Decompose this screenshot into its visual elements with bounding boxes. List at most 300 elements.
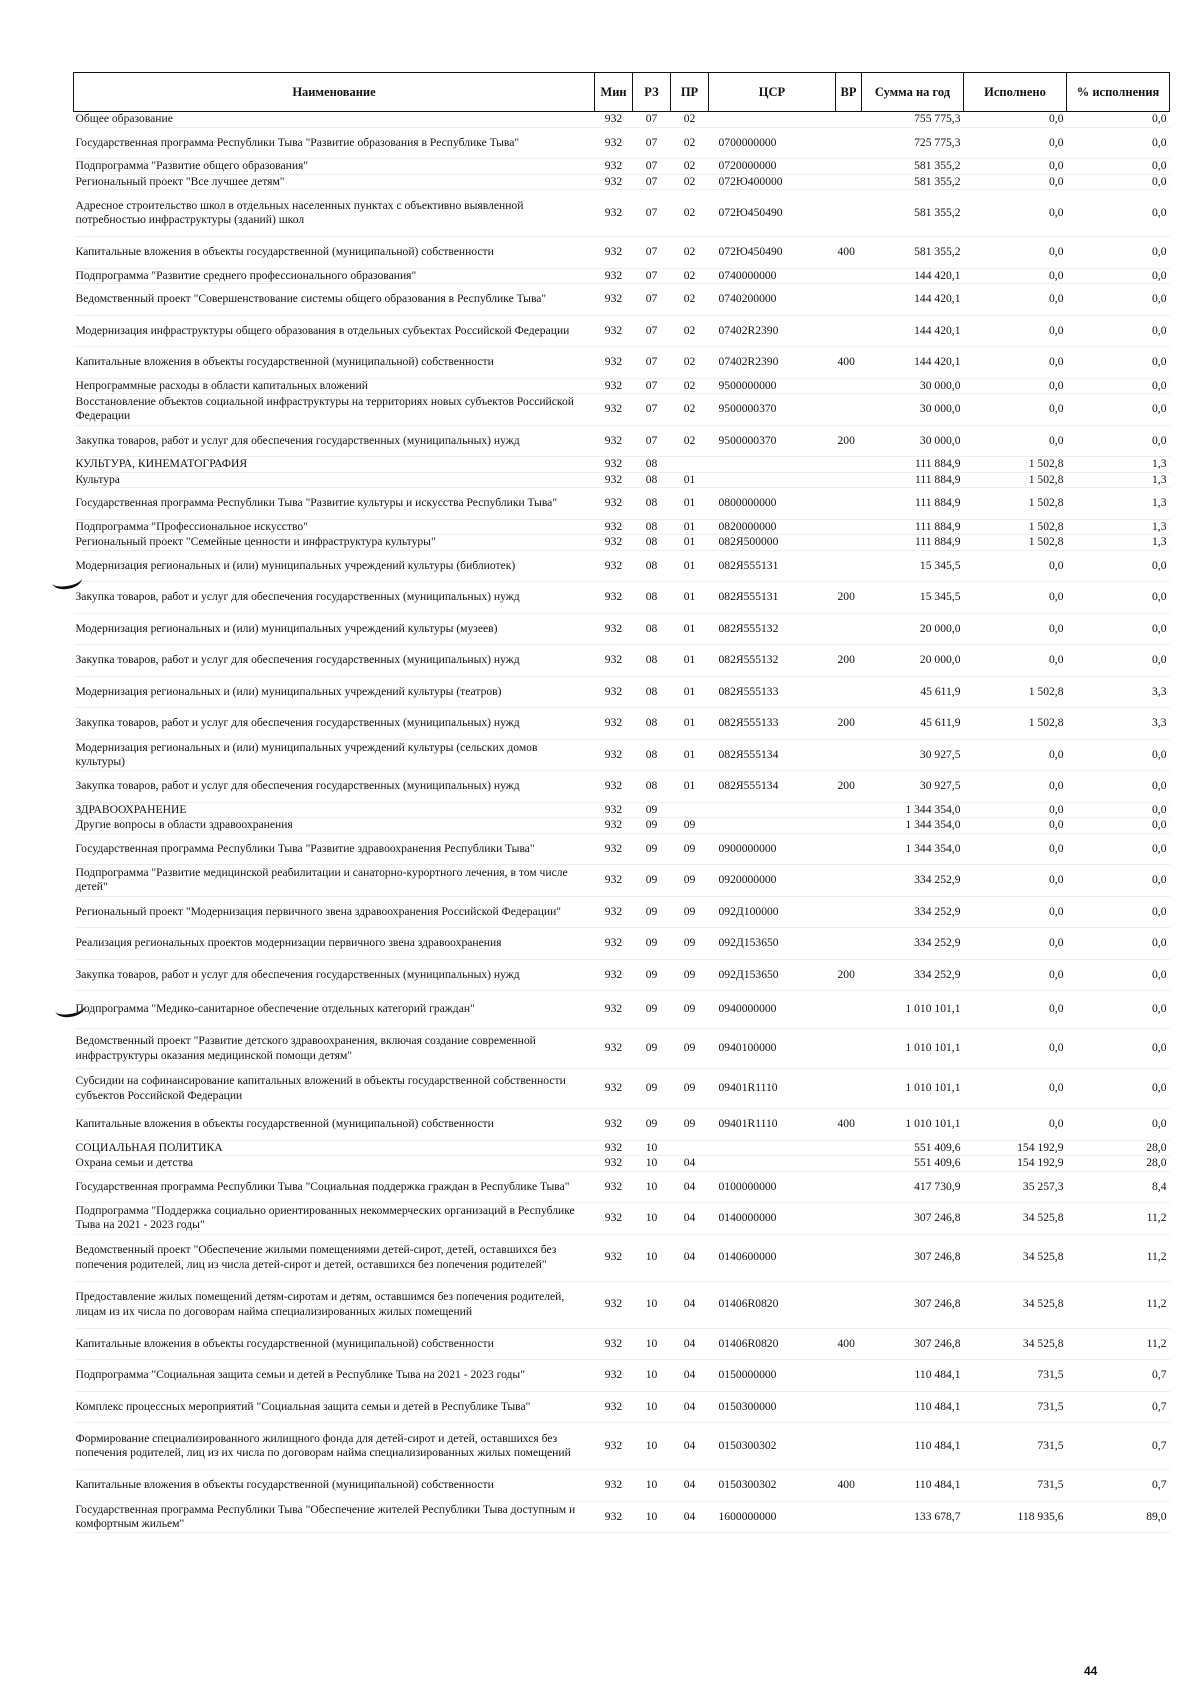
row-subsection: 02 [683, 323, 696, 337]
row-target-article: 01406R0820 [718, 1336, 779, 1350]
table-row [74, 488, 1170, 520]
row-executed: 0,0 [1049, 802, 1064, 816]
row-annual-sum: 144 420,1 [914, 323, 961, 337]
row-target-article: 0150300302 [718, 1438, 777, 1452]
row-ministry: 932 [604, 112, 623, 126]
row-ministry: 932 [604, 1509, 623, 1523]
row-subsection: 01 [683, 716, 696, 730]
row-ministry: 932 [604, 936, 623, 950]
row-ministry: 932 [604, 716, 623, 730]
row-subsection: 01 [683, 621, 696, 635]
row-annual-sum: 45 611,9 [920, 684, 961, 698]
header-target-article: ЦСР [709, 73, 836, 112]
row-section: 09 [645, 818, 658, 832]
row-execution-percent: 0,0 [1152, 558, 1167, 572]
row-expense-type [836, 112, 862, 128]
row-expense-type [836, 159, 862, 175]
row-expense-type [836, 1029, 862, 1069]
row-target-article: 0150300302 [718, 1478, 777, 1492]
row-target-article: 0700000000 [718, 135, 777, 149]
table-row [74, 833, 1170, 865]
row-subsection: 01 [683, 472, 696, 486]
row-executed: 1 502,8 [1028, 535, 1064, 549]
row-name: Адресное строительство школ в отдельных населенных пунктах с объективно выявленной потребностью инфраструктуры (зданий) школ [75, 198, 524, 226]
row-subsection: 01 [683, 496, 696, 510]
row-section: 09 [645, 904, 658, 918]
row-name: Общее образование [75, 112, 173, 126]
row-expense-type [836, 190, 862, 237]
row-execution-percent: 1,3 [1152, 519, 1167, 533]
row-annual-sum: 581 355,2 [914, 245, 961, 259]
row-section: 09 [645, 1002, 658, 1016]
row-execution-percent: 11,2 [1146, 1297, 1167, 1311]
row-execution-percent: 0,0 [1152, 268, 1167, 282]
row-annual-sum: 144 420,1 [914, 355, 961, 369]
row-expense-type [836, 457, 862, 473]
row-executed: 1 502,8 [1028, 519, 1064, 533]
row-executed: 0,0 [1049, 590, 1064, 604]
row-section: 10 [645, 1478, 658, 1492]
row-section: 10 [645, 1156, 658, 1170]
row-section: 10 [645, 1399, 658, 1413]
row-target-article: 082Я555133 [718, 684, 779, 698]
row-subsection: 04 [683, 1478, 696, 1492]
row-section: 10 [645, 1509, 658, 1523]
row-expense-type [836, 378, 862, 394]
row-expense-type [836, 1156, 862, 1172]
row-executed: 154 192,9 [1017, 1140, 1064, 1154]
row-name: Культура [75, 472, 120, 486]
row-ministry: 932 [604, 205, 623, 219]
row-ministry: 932 [604, 245, 623, 259]
row-annual-sum: 725 775,3 [914, 135, 961, 149]
row-section: 08 [645, 621, 658, 635]
row-executed: 0,0 [1049, 1002, 1064, 1016]
row-expense-type: 200 [837, 653, 855, 667]
row-name: Капитальные вложения в объекты государственной (муниципальной) собственности [75, 355, 494, 369]
row-subsection: 01 [683, 684, 696, 698]
row-target-article: 082Я500000 [718, 535, 779, 549]
row-execution-percent: 0,0 [1152, 621, 1167, 635]
row-expense-type [836, 613, 862, 645]
row-annual-sum: 111 884,9 [914, 472, 961, 486]
row-ministry: 932 [604, 802, 623, 816]
row-ministry: 932 [604, 472, 623, 486]
row-name: Подпрограмма "Развитие среднего профессионального образования" [75, 268, 417, 282]
row-name: Закупка товаров, работ и услуг для обеспечения государственных (муниципальных) нужд [75, 716, 520, 730]
row-expense-type [836, 1234, 862, 1281]
row-name: ЗДРАВООХРАНЕНИЕ [75, 802, 187, 816]
row-target-article: 0720000000 [718, 159, 777, 173]
row-section: 07 [645, 205, 658, 219]
row-name: Закупка товаров, работ и услуг для обеспечения государственных (муниципальных) нужд [75, 779, 520, 793]
row-annual-sum: 20 000,0 [919, 621, 961, 635]
row-executed: 0,0 [1049, 205, 1064, 219]
table-row [74, 1234, 1170, 1281]
row-executed: 0,0 [1049, 1117, 1064, 1131]
row-section: 10 [645, 1297, 658, 1311]
row-subsection: 01 [683, 535, 696, 549]
row-execution-percent: 0,0 [1152, 967, 1167, 981]
row-ministry: 932 [604, 1140, 623, 1154]
row-executed: 0,0 [1049, 323, 1064, 337]
row-name: Государственная программа Республики Тыва "Развитие культуры и искусства Республики Тыва" [75, 496, 558, 510]
header-subsection: ПР [671, 73, 709, 112]
row-subsection [671, 802, 709, 818]
row-name: Региональный проект "Семейные ценности и инфраструктура культуры" [75, 535, 436, 549]
row-target-article: 01406R0820 [718, 1297, 779, 1311]
row-expense-type [836, 991, 862, 1029]
row-execution-percent: 3,3 [1152, 716, 1167, 730]
row-ministry: 932 [604, 135, 623, 149]
row-annual-sum: 110 484,1 [914, 1399, 961, 1413]
row-section: 08 [645, 519, 658, 533]
row-section: 07 [645, 323, 658, 337]
row-section: 09 [645, 1081, 658, 1095]
row-expense-type [836, 676, 862, 708]
row-execution-percent: 8,4 [1152, 1179, 1167, 1193]
row-executed: 1 502,8 [1028, 684, 1064, 698]
row-target-article: 07402R2390 [718, 323, 779, 337]
row-executed: 0,0 [1049, 159, 1064, 173]
row-executed: 1 502,8 [1028, 472, 1064, 486]
row-target-article: 0940100000 [718, 1041, 777, 1055]
row-ministry: 932 [604, 904, 623, 918]
row-name: Модернизация региональных и (или) муниципальных учреждений культуры (библиотек) [75, 558, 516, 572]
row-expense-type [836, 1360, 862, 1392]
row-section: 09 [645, 936, 658, 950]
row-execution-percent: 0,0 [1152, 779, 1167, 793]
row-section: 08 [645, 535, 658, 549]
row-ministry: 932 [604, 841, 623, 855]
table-row [74, 865, 1170, 897]
row-execution-percent: 0,0 [1152, 747, 1167, 761]
row-subsection: 09 [683, 873, 696, 887]
row-executed: 0,0 [1049, 433, 1064, 447]
row-section: 07 [645, 355, 658, 369]
row-executed: 0,0 [1049, 904, 1064, 918]
row-name: Подпрограмма "Поддержка социально ориентированных некоммерческих организаций в Республике Тыва на 2021 - 2023 годы" [75, 1204, 575, 1232]
row-ministry: 932 [604, 590, 623, 604]
table-row [74, 896, 1170, 928]
row-executed: 0,0 [1049, 818, 1064, 832]
row-target-article: 092Д100000 [718, 904, 779, 918]
row-execution-percent: 0,7 [1152, 1438, 1167, 1452]
row-subsection: 04 [683, 1368, 696, 1382]
row-ministry: 932 [604, 1250, 623, 1264]
row-subsection: 01 [683, 653, 696, 667]
row-subsection: 04 [683, 1156, 696, 1170]
row-annual-sum: 334 252,9 [914, 936, 961, 950]
row-annual-sum: 1 010 101,1 [905, 1117, 961, 1131]
header-ministry: Мин [595, 73, 633, 112]
row-section: 08 [645, 590, 658, 604]
row-expense-type [836, 1140, 862, 1156]
row-execution-percent: 0,0 [1152, 653, 1167, 667]
table-row [74, 284, 1170, 316]
row-ministry: 932 [604, 1179, 623, 1193]
row-ministry: 932 [604, 653, 623, 667]
row-ministry: 932 [604, 355, 623, 369]
table-row [74, 174, 1170, 190]
row-target-article: 0150000000 [718, 1368, 777, 1382]
table-row [74, 1501, 1170, 1533]
table-row [74, 127, 1170, 159]
row-expense-type: 200 [837, 590, 855, 604]
row-execution-percent: 0,7 [1152, 1368, 1167, 1382]
table-row [74, 1281, 1170, 1328]
row-ministry: 932 [604, 818, 623, 832]
row-target-article: 082Я555134 [718, 779, 779, 793]
row-section: 10 [645, 1368, 658, 1382]
table-row [74, 1171, 1170, 1203]
row-annual-sum: 307 246,8 [914, 1297, 961, 1311]
header-section: РЗ [633, 73, 671, 112]
row-target-article: 082Я555134 [718, 747, 779, 761]
row-executed: 0,0 [1049, 967, 1064, 981]
table-row [74, 535, 1170, 551]
row-execution-percent: 1,3 [1152, 472, 1167, 486]
row-name: Модернизация инфраструктуры общего образования в отдельных субъектах Российской Федерации [75, 323, 570, 337]
row-ministry: 932 [604, 1297, 623, 1311]
row-name: Субсидии на софинансирование капитальных вложений в объекты государственной собственности субъектов Российской Федерации [75, 1074, 566, 1102]
row-section: 07 [645, 135, 658, 149]
row-executed: 731,5 [1037, 1399, 1064, 1413]
row-name: Закупка товаров, работ и услуг для обеспечения государственных (муниципальных) нужд [75, 433, 520, 447]
row-name: Модернизация региональных и (или) муниципальных учреждений культуры (сельских домов культуры) [75, 740, 538, 768]
row-subsection: 02 [683, 245, 696, 259]
row-annual-sum: 111 884,9 [914, 457, 961, 471]
row-expense-type: 200 [837, 967, 855, 981]
row-expense-type [836, 1281, 862, 1328]
row-subsection: 02 [683, 205, 696, 219]
row-section: 07 [645, 174, 658, 188]
row-annual-sum: 111 884,9 [914, 535, 961, 549]
row-section: 10 [645, 1140, 658, 1154]
table-row [74, 1029, 1170, 1069]
row-annual-sum: 110 484,1 [914, 1478, 961, 1492]
row-execution-percent: 0,0 [1152, 355, 1167, 369]
row-execution-percent: 1,3 [1152, 457, 1167, 471]
row-annual-sum: 30 927,5 [919, 779, 961, 793]
row-execution-percent: 0,0 [1152, 112, 1167, 126]
row-expense-type [836, 268, 862, 284]
row-execution-percent: 28,0 [1146, 1140, 1167, 1154]
row-expense-type [836, 127, 862, 159]
row-executed: 0,0 [1049, 135, 1064, 149]
row-target-article: 082Я555131 [718, 590, 779, 604]
row-name: Подпрограмма "Развитие общего образования" [75, 159, 309, 173]
row-subsection: 09 [683, 936, 696, 950]
row-name: Государственная программа Республики Тыва "Развитие здравоохранения Республики Тыва" [75, 841, 535, 855]
row-name: Модернизация региональных и (или) муниципальных учреждений культуры (музеев) [75, 621, 498, 635]
row-executed: 0,0 [1049, 355, 1064, 369]
row-annual-sum: 30 927,5 [919, 747, 961, 761]
row-target-article [709, 818, 836, 834]
row-subsection: 01 [683, 779, 696, 793]
row-target-article: 0100000000 [718, 1179, 777, 1193]
row-ministry: 932 [604, 1211, 623, 1225]
row-expense-type [836, 1501, 862, 1533]
row-target-article: 9500000000 [718, 378, 777, 392]
row-target-article: 9500000370 [718, 433, 777, 447]
row-subsection: 02 [683, 292, 696, 306]
row-ministry: 932 [604, 1156, 623, 1170]
row-executed: 34 525,8 [1022, 1336, 1064, 1350]
row-ministry: 932 [604, 457, 623, 471]
row-execution-percent: 0,7 [1152, 1478, 1167, 1492]
row-ministry: 932 [604, 519, 623, 533]
row-annual-sum: 334 252,9 [914, 967, 961, 981]
row-subsection: 02 [683, 355, 696, 369]
row-execution-percent: 11,2 [1146, 1250, 1167, 1264]
row-name: Региональный проект "Все лучшее детям" [75, 174, 285, 188]
row-annual-sum: 30 000,0 [919, 378, 961, 392]
header-name: Наименование [74, 73, 595, 112]
row-expense-type [836, 1069, 862, 1109]
row-target-article: 0140600000 [718, 1250, 777, 1264]
row-ministry: 932 [604, 1399, 623, 1413]
row-executed: 731,5 [1037, 1438, 1064, 1452]
row-target-article: 0740200000 [718, 292, 777, 306]
row-section: 07 [645, 402, 658, 416]
row-subsection: 01 [683, 747, 696, 761]
row-executed: 34 525,8 [1022, 1297, 1064, 1311]
row-subsection: 01 [683, 590, 696, 604]
row-ministry: 932 [604, 433, 623, 447]
row-expense-type: 400 [837, 245, 855, 259]
row-annual-sum: 30 000,0 [919, 402, 961, 416]
row-target-article [709, 1156, 836, 1172]
table-row [74, 582, 1170, 614]
budget-table [73, 72, 1170, 1533]
row-executed: 0,0 [1049, 378, 1064, 392]
row-executed: 1 502,8 [1028, 716, 1064, 730]
row-expense-type [836, 865, 862, 897]
row-execution-percent: 0,0 [1152, 841, 1167, 855]
table-header-row [74, 73, 1170, 112]
row-subsection: 09 [683, 1081, 696, 1095]
row-target-article: 092Д153650 [718, 936, 779, 950]
row-expense-type [836, 535, 862, 551]
row-subsection: 04 [683, 1399, 696, 1413]
row-annual-sum: 307 246,8 [914, 1250, 961, 1264]
row-target-article: 082Я555131 [718, 558, 779, 572]
table-row [74, 708, 1170, 740]
row-subsection: 04 [683, 1438, 696, 1452]
row-name: Реализация региональных проектов модернизации первичного звена здравоохранения [75, 936, 502, 950]
row-expense-type [836, 1203, 862, 1235]
table-row [74, 519, 1170, 535]
row-name: СОЦИАЛЬНАЯ ПОЛИТИКА [75, 1140, 223, 1154]
row-target-article: 082Я555132 [718, 621, 779, 635]
row-ministry: 932 [604, 1336, 623, 1350]
row-target-article: 072Ю450490 [718, 205, 783, 219]
row-ministry: 932 [604, 535, 623, 549]
table-row [74, 613, 1170, 645]
row-annual-sum: 307 246,8 [914, 1336, 961, 1350]
row-execution-percent: 89,0 [1146, 1509, 1167, 1523]
row-ministry: 932 [604, 402, 623, 416]
row-executed: 0,0 [1049, 747, 1064, 761]
page-number: 44 [1084, 1664, 1098, 1678]
row-target-article [709, 457, 836, 473]
row-section: 09 [645, 967, 658, 981]
row-execution-percent: 0,7 [1152, 1399, 1167, 1413]
row-expense-type: 200 [837, 779, 855, 793]
header-executed: Исполнено [964, 73, 1067, 112]
row-expense-type [836, 550, 862, 582]
row-ministry: 932 [604, 558, 623, 572]
row-execution-percent: 0,0 [1152, 1117, 1167, 1131]
table-row [74, 676, 1170, 708]
table-body [74, 112, 1170, 1533]
row-executed: 0,0 [1049, 621, 1064, 635]
row-annual-sum: 110 484,1 [914, 1438, 961, 1452]
row-target-article: 0740000000 [718, 268, 777, 282]
table-row [74, 378, 1170, 394]
table-row [74, 425, 1170, 457]
row-target-article: 1600000000 [718, 1509, 777, 1523]
row-ministry: 932 [604, 378, 623, 392]
row-name: Подпрограмма "Профессиональное искусство" [75, 519, 308, 533]
row-executed: 0,0 [1049, 402, 1064, 416]
row-expense-type [836, 818, 862, 834]
row-annual-sum: 30 000,0 [919, 433, 961, 447]
row-name: Модернизация региональных и (или) муниципальных учреждений культуры (театров) [75, 684, 502, 698]
row-executed: 0,0 [1049, 653, 1064, 667]
row-subsection [671, 1140, 709, 1156]
row-annual-sum: 15 345,5 [919, 558, 961, 572]
row-target-article [709, 802, 836, 818]
row-annual-sum: 111 884,9 [914, 519, 961, 533]
row-ministry: 932 [604, 159, 623, 173]
row-executed: 0,0 [1049, 245, 1064, 259]
row-name: Государственная программа Республики Тыва "Обеспечение жителей Республики Тыва доступным и комфортным жильем" [75, 1502, 576, 1530]
row-annual-sum: 1 010 101,1 [905, 1002, 961, 1016]
row-target-article: 0800000000 [718, 496, 777, 510]
table-row [74, 1069, 1170, 1109]
row-annual-sum: 1 344 354,0 [905, 802, 961, 816]
row-execution-percent: 0,0 [1152, 904, 1167, 918]
row-name: Охрана семьи и детства [75, 1156, 194, 1170]
row-executed: 0,0 [1049, 292, 1064, 306]
row-annual-sum: 1 010 101,1 [905, 1081, 961, 1095]
row-execution-percent: 28,0 [1146, 1156, 1167, 1170]
table-row [74, 1470, 1170, 1502]
table-row [74, 1203, 1170, 1235]
row-execution-percent: 0,0 [1152, 1081, 1167, 1095]
row-name: Формирование специализированного жилищного фонда для детей-сирот и детей, оставшихся без попечения родителей, лиц из их числа по договорам найма специализированных жилых помещений [75, 1431, 571, 1459]
table-row [74, 1328, 1170, 1360]
row-subsection [671, 457, 709, 473]
row-subsection: 04 [683, 1509, 696, 1523]
table-row [74, 1423, 1170, 1470]
row-target-article: 0820000000 [718, 519, 777, 533]
row-ministry: 932 [604, 268, 623, 282]
row-execution-percent: 0,0 [1152, 323, 1167, 337]
table-row [74, 268, 1170, 284]
row-section: 08 [645, 684, 658, 698]
row-name: Непрограммные расходы в области капитальных вложений [75, 378, 368, 392]
row-target-article: 072Ю450490 [718, 245, 783, 259]
row-section: 07 [645, 268, 658, 282]
row-annual-sum: 417 730,9 [914, 1179, 961, 1193]
row-section: 10 [645, 1211, 658, 1225]
row-annual-sum: 581 355,2 [914, 205, 961, 219]
row-executed: 1 502,8 [1028, 457, 1064, 471]
row-annual-sum: 20 000,0 [919, 653, 961, 667]
